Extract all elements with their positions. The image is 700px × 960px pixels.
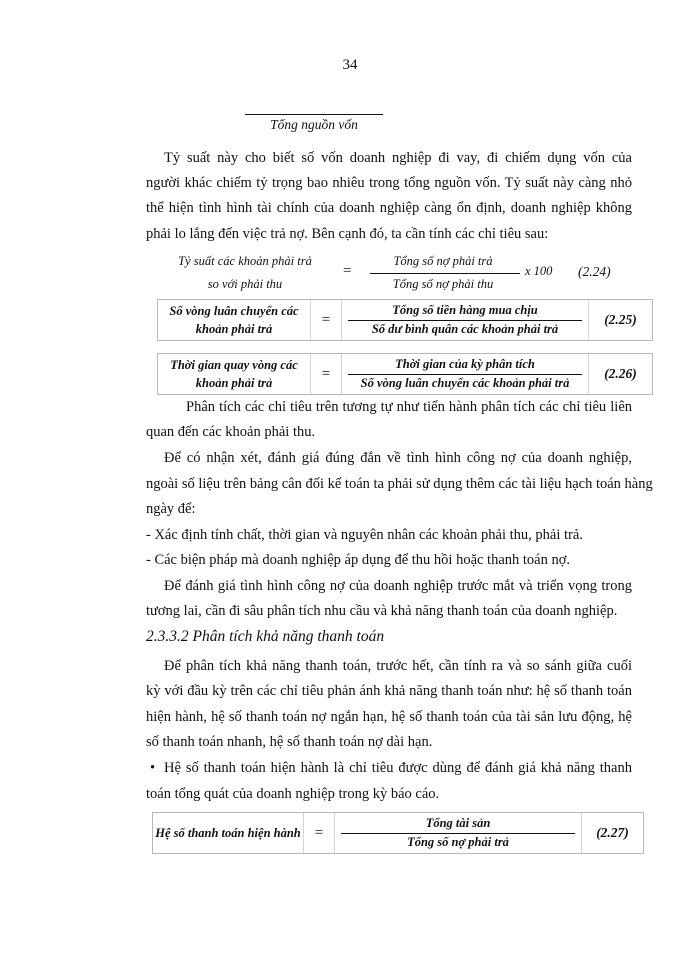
text-line: ngoài số liệu trên bảng cân đối kế toán ta phải sử dụng thêm các tài liệu hạch toán hàng [146,476,653,492]
formula-denominator: Số dư bình quân các khoản phải trả [371,322,559,336]
list-item: - Các biện pháp mà doanh nghiệp áp dụng để thu hồi hoặc thanh toán nợ. [146,552,571,568]
text-line: hiện hành, hệ số thanh toán nợ ngắn hạn, hệ số thanh toán của tài sản lưu động, hệ [146,709,632,725]
page-number: 34 [342,57,358,73]
equals-sign: = [343,263,352,279]
formula-multiplier: x 100 [525,264,553,278]
fraction-denominator: Tổng nguồn vốn [270,117,358,132]
formula-numerator: Tổng số nợ phải trả [393,254,493,268]
fraction-bar [370,273,520,274]
text-line: Để phân tích khả năng thanh toán, trước hết, cần tính ra và so sánh giữa cuối [164,658,632,674]
text-line: kỳ với đầu kỳ trên các chỉ tiêu phản ánh khả năng thanh toán như: hệ số thanh toán [146,683,632,699]
formula-numerator: Thời gian của kỳ phân tích [395,357,535,371]
formula-number: (2.25) [604,312,637,327]
text-line: số thanh toán nhanh, hệ số thanh toán nợ dài hạn. [146,734,433,750]
text-line: phải lo lắng đến việc trả nợ. Bên cạnh đó, ta cần tính các chỉ tiêu sau: [146,226,549,242]
text-line [146,367,632,392]
formula-label: Thời gian quay vòng các khoản phải trả [158,354,311,394]
section-heading: 2.3.3.2 Phân tích khả năng thanh toán [146,628,385,645]
list-item: - Xác định tính chất, thời gian và nguyên nhân các khoản phải thu, phải trả. [146,527,583,543]
text-line: quan đến các khoản phải thu. [146,424,316,440]
text-line: tương lai, cần đi sâu phân tích nhu cầu và khả năng thanh toán của doanh nghiệp. [146,603,618,619]
formula-numerator: Tổng số tiền hàng mua chịu [392,303,538,317]
text-line: Hệ số thanh toán hiện hành là chỉ tiêu được dùng để đánh giá khả năng thanh [164,760,632,776]
formula-number: (2.24) [578,264,611,279]
equals-sign: = [304,813,335,853]
formula-2-25 [157,299,653,341]
text-line: thể hiện tình hình tài chính của doanh nghiệp càng ổn định, doanh nghiệp không [146,200,632,216]
fraction-bar [341,833,575,834]
formula-2-27 [152,812,644,854]
formula-label: Số vòng luân chuyển các khoản phải trả [158,300,311,340]
fraction-bar [245,114,383,115]
formula-label: so với phải thu [207,277,283,291]
formula-number: (2.27) [596,825,629,840]
text-line: ngày để: [146,501,196,517]
text-line: Để có nhận xét, đánh giá đúng đắn về tình hình công nợ của doanh nghiệp, [164,450,632,466]
text-line: Phân tích các chỉ tiêu trên tương tự như tiến hành phân tích các chỉ tiêu liên [186,399,632,415]
formula-numerator: Tổng tài sản [425,816,491,830]
formula-number: (2.26) [604,366,637,381]
formula-denominator: Tổng số nợ phải thu [392,277,494,291]
fraction-bar [348,320,582,321]
formula-denominator: Số vòng luân chuyển các khoản phải trả [360,376,570,390]
text-line: người khác chiếm tỷ trọng bao nhiêu trong tổng nguồn vốn. Tỷ suất này càng nhỏ [146,175,632,191]
text-line: Để đánh giá tình hình công nợ của doanh nghiệp trước mắt và triển vọng trong [164,578,632,594]
formula-label: Tỷ suất các khoản phải trả [178,254,312,268]
formula-denominator: Tổng số nợ phải trả [407,835,509,849]
bullet-icon: • [150,760,156,776]
fraction [342,300,589,340]
equals-sign: = [311,300,342,340]
equals-sign: = [311,354,342,394]
text-line: Tỷ suất này cho biết số vốn doanh nghiệp đi vay, đi chiếm dụng vốn của [164,150,632,166]
fraction [335,813,582,853]
formula-label: Hệ số thanh toán hiện hành [153,813,304,853]
text-line: toán tổng quát của doanh nghiệp trong kỳ báo cáo. [146,786,440,802]
